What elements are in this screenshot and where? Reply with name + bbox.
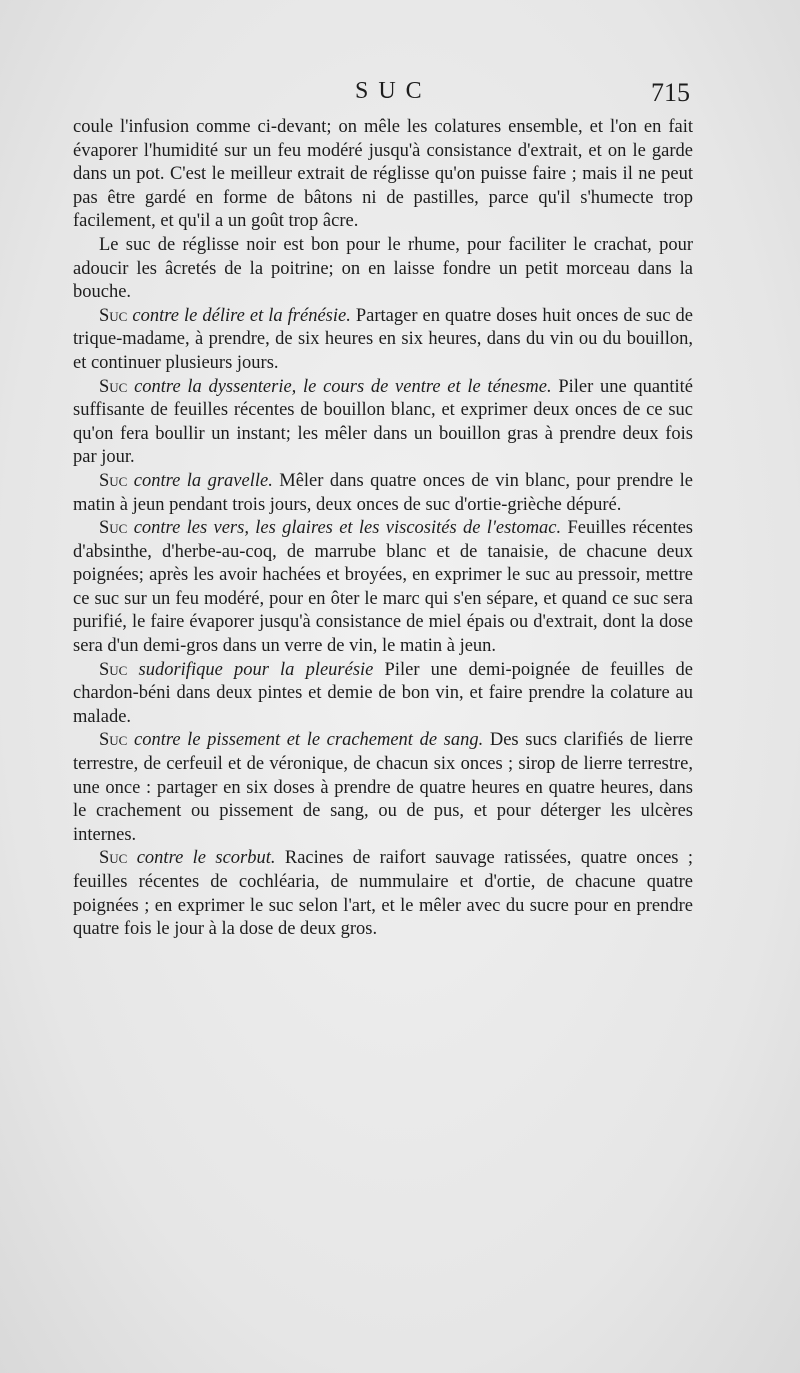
recipe-paragraph <box>73 847 693 941</box>
recipe-lead: Suc <box>99 305 128 326</box>
recipe-text: Piler une quantité suffisante de feuilles récentes de bouillon blanc, et exprimer deux onces de ce suc qu'on fera boullir un instant; les mêler dans un bouillon gras à prendre deux fois par jour. <box>73 376 694 468</box>
recipe-lead: Suc <box>99 470 128 491</box>
paragraph <box>73 234 693 305</box>
recipe-title: contre le pissement et le crachement de sang. <box>133 730 484 751</box>
recipe-paragraph <box>73 659 693 730</box>
recipe-text: Des sucs clarifiés de lierre terrestre, de cerfeuil et de véronique, de chacun six onces ; sirop de lierre terrestre, une once : partager en six doses à prendre de quatre heures en quatre heures, dans le crachement ou pissement de sang, ou de pus, et pour déterger les ulcères internes. <box>73 730 694 845</box>
page-header <box>75 78 690 112</box>
recipe-text: Partager en quatre doses huit onces de suc de trique-madame, à prendre, de six heures en six heures, dans du vin ou du bouillon, et continuer plusieurs jours. <box>73 305 693 373</box>
recipe-title: contre la gravelle. <box>133 470 273 491</box>
recipe-title: sudorifique pour la pleurésie <box>138 659 374 680</box>
recipe-text: Piler une demi-poignée de feuilles de chardon-béni dans deux pintes et demie de bon vin, et faire prendre la colature au malade. <box>73 659 694 727</box>
paragraph-text: coule l'infusion comme ci-devant; on mêle les colatures ensemble, et l'on en fait évaporer l'humidité sur un feu modéré jusqu'à consistance d'extrait, et on le garde dans un pot. C'est le meilleur extrait de réglisse qu'on puisse faire ; mais il ne peut pas être gardé en forme de bâtons ni de pastilles, parce qu'il s'humecte trop facilement, et qu'il a un goût trop âcre. <box>73 117 693 232</box>
recipe-title: contre le délire et la frénésie. <box>132 305 351 326</box>
recipe-title: contre la dyssenterie, le cours de ventre et le ténesme. <box>134 376 552 397</box>
body-text <box>73 116 693 942</box>
recipe-text: Feuilles récentes d'absinthe, d'herbe-au-coq, de marrube blanc et de tanaisie, de chacune deux poignées; après les avoir hachées et broyées, en exprimer le suc au pressoir, mettre ce suc sur un feu modéré, pour en ôter le marc qui s'en sépare, et quand ce suc sera purifié, le faire évaporer jusqu'à consistance de miel épais ou d'extrait, dont la dose sera d'un demi-gros dans un verre de vin, le matin à jeun. <box>73 518 694 657</box>
recipe-paragraph <box>73 470 693 517</box>
recipe-paragraph <box>73 376 693 470</box>
recipe-paragraph <box>73 305 693 376</box>
recipe-paragraph <box>73 517 693 659</box>
recipe-lead: Suc <box>99 848 128 869</box>
recipe-title: contre les vers, les glaires et les viscosités de l'estomac. <box>133 518 562 539</box>
running-head: SUC <box>355 78 432 104</box>
paragraph-text: Le suc de réglisse noir est bon pour le rhume, pour faciliter le crachat, pour adoucir les âcretés de la poitrine; on en laisse fondre un petit morceau dans la bouche. <box>73 234 693 303</box>
recipe-lead: Suc <box>99 659 128 680</box>
recipe-lead: Suc <box>99 376 128 397</box>
recipe-text: Mêler dans quatre onces de vin blanc, pour prendre le matin à jeun pendant trois jours, deux onces de suc d'ortie-grièche dépuré. <box>73 470 693 515</box>
recipe-lead: Suc <box>99 518 128 539</box>
paragraph <box>73 116 693 234</box>
recipe-text: Racines de raifort sauvage ratissées, quatre onces ; feuilles récentes de cochléaria, de nummulaire et d'ortie, de chacune quatre poignées ; en exprimer le suc selon l'art, et le mêler avec du sucre pour en prendre quatre fois le jour à la dose de deux gros. <box>73 848 693 940</box>
page-number: 715 <box>651 78 690 107</box>
recipe-lead: Suc <box>99 730 128 751</box>
recipe-title: contre le scorbut. <box>136 848 276 869</box>
recipe-paragraph <box>73 729 693 847</box>
